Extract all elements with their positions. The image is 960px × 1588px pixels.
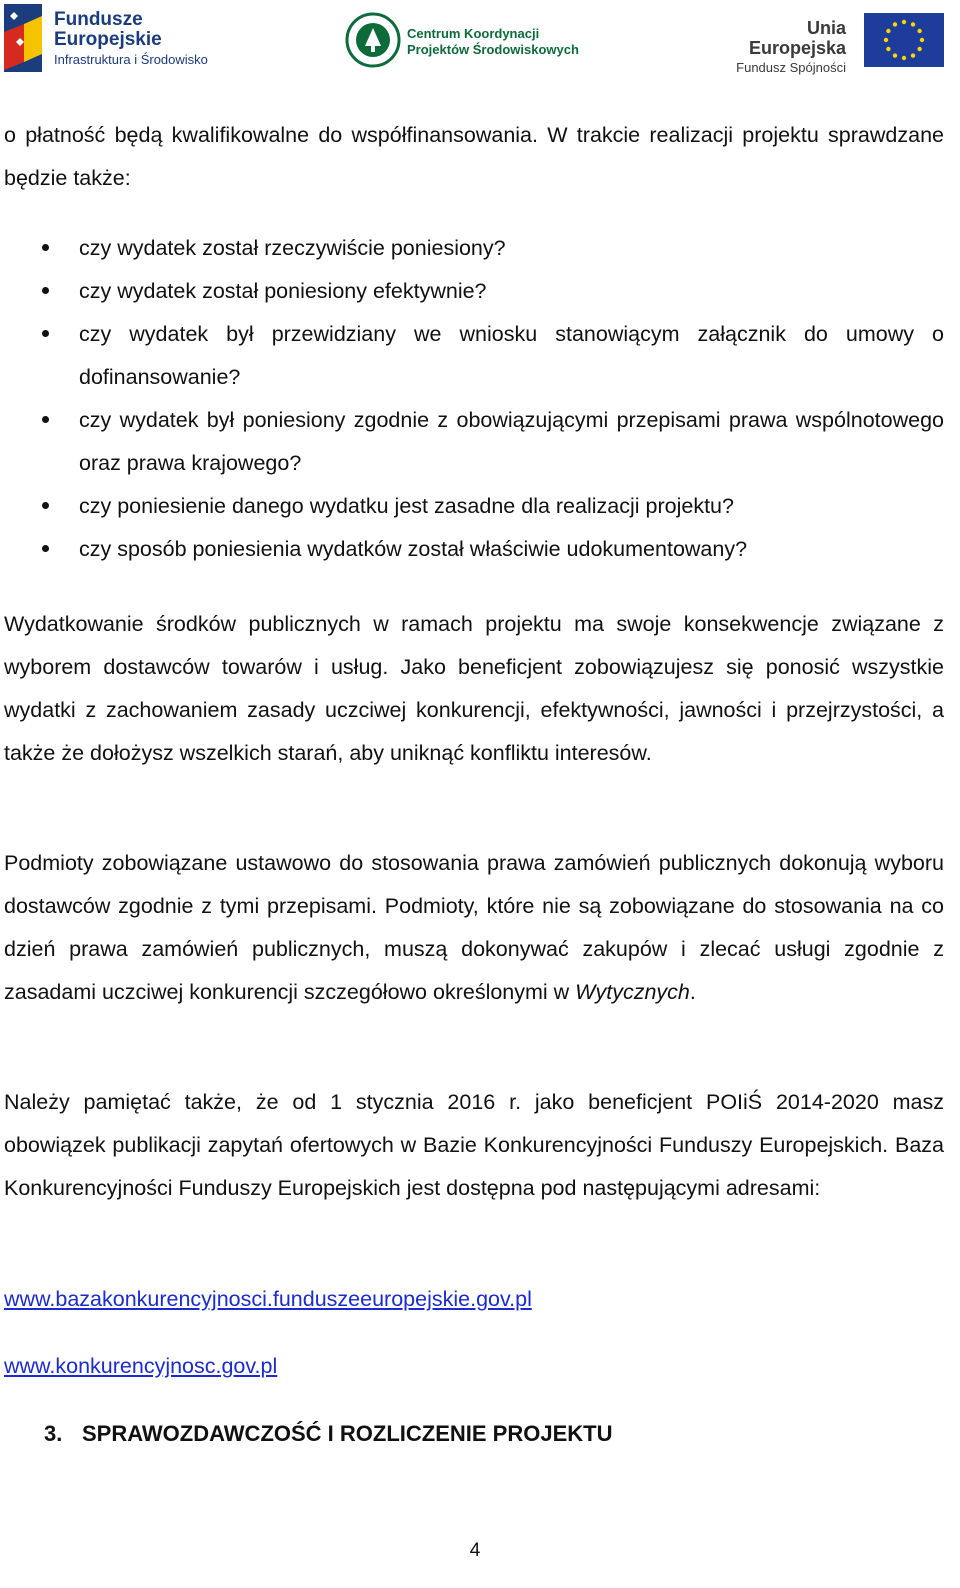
paragraph-text: Podmioty zobowiązane ustawowo do stosowania prawa zamówień publicznych dokonują wyboru dostawców zgodnie z tymi przepisami. Podmioty, które nie są zobowiązane do stosowania na co dzień prawa zamówień publicznych, muszą dokonywać zakupów i zlecać usługi zgodnie z zasadami uczciwej konkurencji szczegółowo określonymi w	[4, 851, 944, 1004]
list-item	[4, 399, 944, 485]
bullet-icon	[42, 502, 49, 509]
lasy-panstwowe-seal-icon	[345, 12, 401, 68]
link-konkurencyjnosc[interactable]: www.konkurencyjnosc.gov.pl	[4, 1354, 278, 1378]
ckps-logo	[345, 12, 585, 68]
fe-logo-line3: Infrastruktura i Środowisko	[54, 52, 208, 67]
fe-logo-line1: Fundusze	[54, 9, 143, 30]
paragraph-competitiveness-base: Należy pamiętać także, że od 1 stycznia 2016 r. jako beneficjent POIiŚ 2014-2020 masz obowiązek publikacji zapytań ofertowych w Bazie Konkurencyjności Funduszy Europejskich. Baza Konkurencyjności Funduszy Europejskich jest dostępna pod następującymi adresami:	[4, 1090, 944, 1200]
fe-logo-line2: Europejskie	[54, 29, 162, 50]
bullet-icon	[42, 330, 49, 337]
ue-logo-line2: Fundusz Spójności	[736, 60, 846, 75]
list-item	[4, 485, 944, 528]
bullet-icon	[42, 287, 49, 294]
list-item	[4, 270, 944, 313]
fundusze-europejskie-logo	[2, 2, 222, 74]
bullet-icon	[42, 416, 49, 423]
list-item-text: czy wydatek był poniesiony zgodnie z obowiązującymi przepisami prawa wspólnotowego oraz prawa krajowego?	[79, 408, 944, 475]
list-item-text: czy wydatek został poniesiony efektywnie?	[79, 279, 487, 303]
paragraph-public-procurement	[4, 842, 944, 1014]
section-title: SPRAWOZDAWCZOŚĆ I ROZLICZENIE PROJEKTU	[82, 1421, 613, 1446]
list-item	[4, 528, 944, 571]
section-heading	[44, 1412, 612, 1455]
list-item-text: czy wydatek był przewidziany we wniosku stanowiącym załącznik do umowy o dofinansowanie?	[79, 322, 944, 389]
intro-paragraph: o płatność będą kwalifikowalne do współfinansowania. W trakcie realizacji projektu sprawdzane będzie także:	[4, 123, 944, 190]
section-number: 3.	[44, 1421, 63, 1446]
bullet-icon	[42, 545, 49, 552]
list-item-text: czy wydatek został rzeczywiście poniesiony?	[79, 236, 506, 260]
ue-logo-line1: Unia Europejska	[748, 18, 846, 58]
list-item-text: czy poniesienie danego wydatku jest zasadne dla realizacji projektu?	[79, 494, 734, 518]
list-item	[4, 313, 944, 399]
link-baza-konkurencyjnosci[interactable]: www.bazakonkurencyjnosci.funduszeeuropejskie.gov.pl	[4, 1287, 532, 1311]
bullet-icon	[42, 244, 49, 251]
paragraph-procurement: Wydatkowanie środków publicznych w ramach projektu ma swoje konsekwencje związane z wyborem dostawców towarów i usług. Jako beneficjent zobowiązujesz się ponosić wszystkie wydatki z zachowaniem zasady uczciwej konkurencji, efektywności, jawności i przejrzystości, a także że dołożysz wszelkich starań, aby uniknąć konfliktu interesów.	[4, 612, 944, 765]
guidelines-reference: Wytycznych	[575, 980, 690, 1004]
unia-europejska-logo	[700, 10, 955, 75]
page-number: 4	[469, 1540, 481, 1561]
eu-flag-icon	[864, 13, 944, 67]
list-item	[4, 227, 944, 270]
verification-checklist	[4, 227, 944, 571]
list-item-text: czy sposób poniesienia wydatków został właściwie udokumentowany?	[79, 537, 748, 561]
ckps-logo-line1: Centrum Koordynacji	[407, 26, 540, 41]
page-header	[0, 0, 960, 80]
ckps-logo-line2: Projektów Środowiskowych	[407, 42, 579, 57]
paragraph-text-end: .	[689, 980, 696, 1004]
